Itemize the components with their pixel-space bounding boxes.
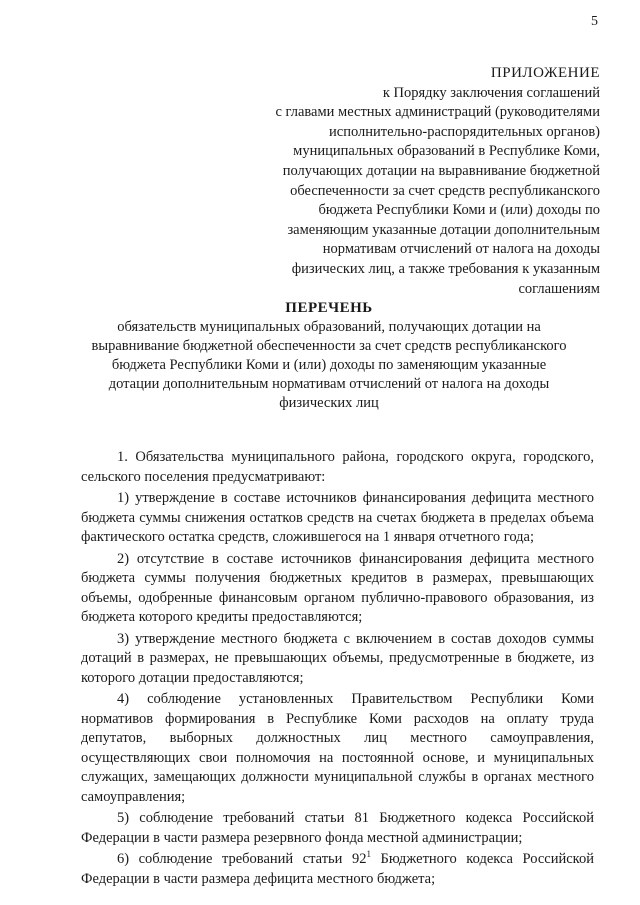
heading-line: физических лиц xyxy=(279,395,379,411)
paragraph-item-2: 2) отсутствие в составе источников финансирования дефицита местного бюджета суммы получения бюджетных кредитов в размерах, превышающих объемы, одобренные финансовым органом публично-правового образования, из бюджета которого кредиты предоставляются; xyxy=(81,550,594,625)
article-superscript: 1 xyxy=(366,849,371,860)
heading-line: обязательств муниципальных образований, получающих дотации на xyxy=(117,319,541,335)
heading-title: ПЕРЕЧЕНЬ xyxy=(285,300,373,316)
document-body xyxy=(81,448,594,889)
paragraph-item-6-end: Бюджетного кодекса Российской Федерации в части размера дефицита местного бюджета; xyxy=(81,851,594,887)
appendix-line: соглашениям xyxy=(518,280,600,297)
paragraph-obligations-intro: 1. Обязательства муниципального района, городского округа, городского, сельского поселения предусматривают: xyxy=(81,449,594,485)
heading-line: дотации дополнительным нормативам отчислений от налога на доходы xyxy=(108,376,550,392)
appendix-line: с главами местных администраций (руководителями xyxy=(275,104,600,121)
appendix-title: ПРИЛОЖЕНИЕ xyxy=(490,65,600,81)
paragraph-item-1: 1) утверждение в составе источников финансирования дефицита местного бюджета суммы снижения остатков средств на счетах бюджета в пределах объема фактического остатка средств, сложившегося на 1 января отчетного года; xyxy=(81,490,594,545)
page-number: 5 xyxy=(591,14,598,29)
appendix-block xyxy=(220,64,600,299)
appendix-line: к Порядку заключения соглашений xyxy=(382,84,600,101)
paragraph-item-4: 4) соблюдение установленных Правительством Республики Коми нормативов формирования в Республике Коми расходов на оплату труда депутатов, выборных должностных лиц местного самоуправления, осуществляющих свои полномочия на постоянной основе, и муниципальных служащих, замещающих должности муниципальной службы в органах местного самоуправления; xyxy=(81,691,594,805)
appendix-line: физических лиц, а также требования к указанным xyxy=(291,260,600,277)
heading-line: бюджета Республики Коми и (или) доходы по заменяющим указанные xyxy=(111,357,547,373)
appendix-line: получающих дотации на выравнивание бюджетной xyxy=(282,162,600,179)
document-heading xyxy=(90,299,568,413)
appendix-line: бюджета Республики Коми и (или) доходы по xyxy=(318,202,600,219)
paragraph-item-6-start: 6) соблюдение требований статьи 92 xyxy=(117,851,367,867)
appendix-line: нормативам отчислений от налога на доходы xyxy=(322,241,600,258)
appendix-line: заменяющим указанные дотации дополнительным xyxy=(287,221,600,238)
paragraph-item-6 xyxy=(81,850,594,889)
appendix-line: муниципальных образований в Республике Коми, xyxy=(293,143,600,160)
appendix-line: обеспеченности за счет средств республиканского xyxy=(290,182,600,199)
appendix-line: исполнительно-распорядительных органов) xyxy=(329,123,600,140)
heading-line: выравнивание бюджетной обеспеченности за счет средств республиканского xyxy=(91,338,567,354)
paragraph-item-5: 5) соблюдение требований статьи 81 Бюджетного кодекса Российской Федерации в части размера резервного фонда местной администрации; xyxy=(81,810,594,846)
paragraph-item-3: 3) утверждение местного бюджета с включением в состав доходов суммы дотаций в размерах, не превышающих объемы, предусмотренные в бюджете, из которого дотации предоставляются; xyxy=(81,630,594,686)
